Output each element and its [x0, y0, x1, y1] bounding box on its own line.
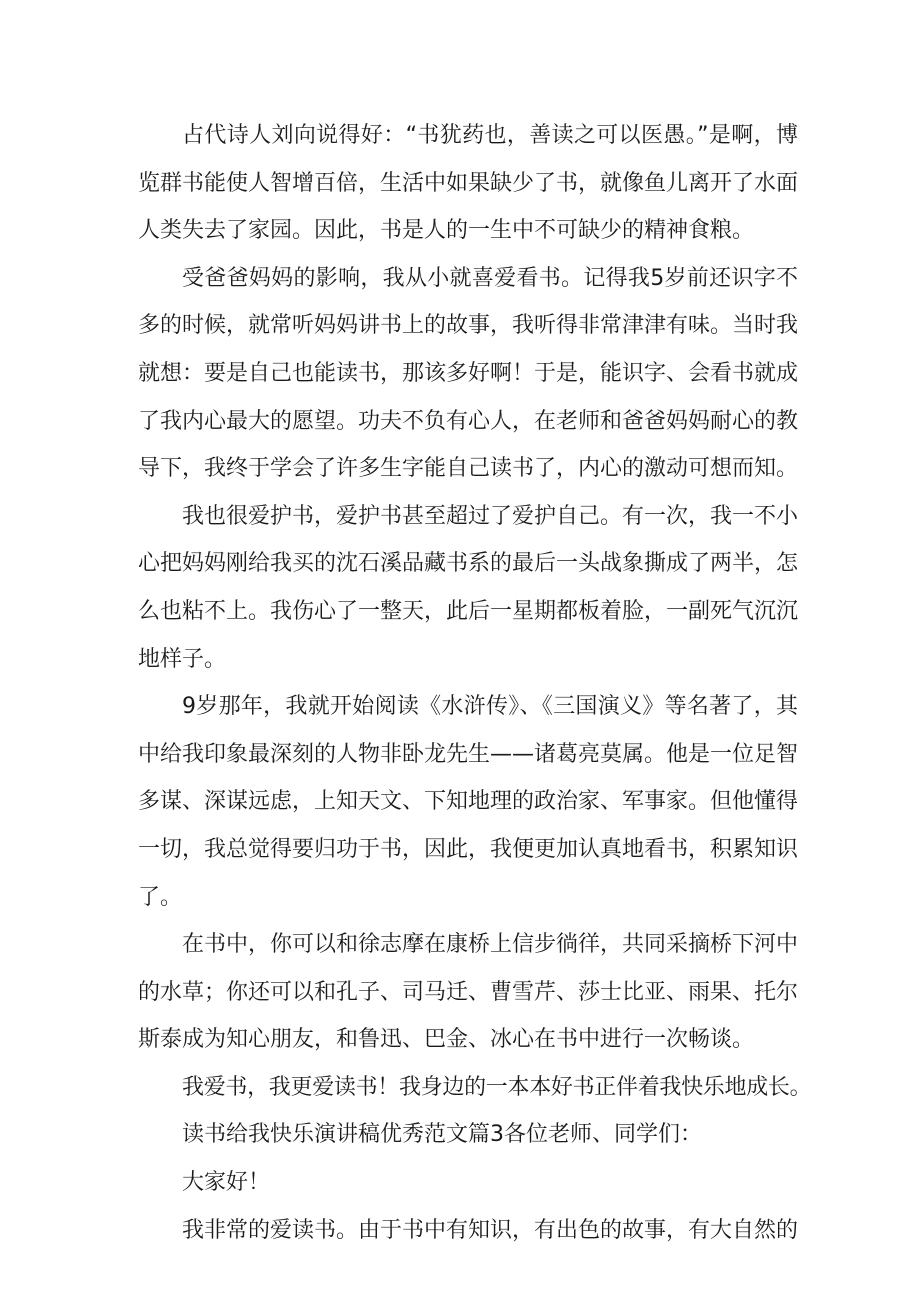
paragraph-1: 占代诗人刘向说得好：“书犹药也，善读之可以医愚。”是啊，博览群书能使人智增百倍，生活中如果缺少了书，就像鱼儿离开了水面人类失去了家园。因此，书是人的一生中不可缺少的精神食粮。	[138, 123, 799, 244]
paragraph-8-greeting: 大家好！	[182, 1170, 271, 1196]
paragraph-7: 读书给我快乐演讲稿优秀范文篇3各位老师、同学们：	[182, 1122, 702, 1148]
document-body	[138, 112, 812, 1254]
paragraph-6: 我爱书，我更爱读书！我身边的一本本好书正伴着我快乐地成长。	[182, 1074, 812, 1100]
paragraph-2: 受爸爸妈妈的影响，我从小就喜爱看书。记得我5岁前还识字不多的时候，就常听妈妈讲书上的故事，我听得非常津津有味。当时我就想：要是自己也能读书，那该多好啊！于是，能识字、会看书就成了我内心最大的愿望。功夫不负有心人，在老师和爸爸妈妈耐心的教导下，我终于学会了许多生字能自己读书了，内心的激动可想而知。	[138, 265, 799, 482]
paragraph-3: 我也很爱护书，爱护书甚至超过了爱护自己。有一次，我一不小心把妈妈刚给我买的沈石溪品藏书系的最后一头战象撕成了两半，怎么也粘不上。我伤心了一整天，此后一星期都板着脸，一副死气沉沉地样子。	[138, 503, 799, 672]
paragraph-9: 我非常的爱读书。由于书中有知识，有出色的故事，有大自然的	[182, 1217, 799, 1243]
paragraph-5: 在书中，你可以和徐志摩在康桥上信步徜徉，共同采摘桥下河中的水草；你还可以和孔子、司马迁、曹雪芹、莎士比亚、雨果、托尔斯泰成为知心朋友，和鲁迅、巴金、冰心在书中进行一次畅谈。	[138, 932, 799, 1053]
paragraph-4: 9岁那年，我就开始阅读《水浒传》、《三国演义》等名著了，其中给我印象最深刻的人物非卧龙先生——诸葛亮莫属。他是一位足智多谋、深谋远虑，上知天文、下知地理的政治家、军事家。但他懂得一切，我总觉得要归功于书，因此，我便更加认真地看书，积累知识了。	[138, 694, 799, 910]
